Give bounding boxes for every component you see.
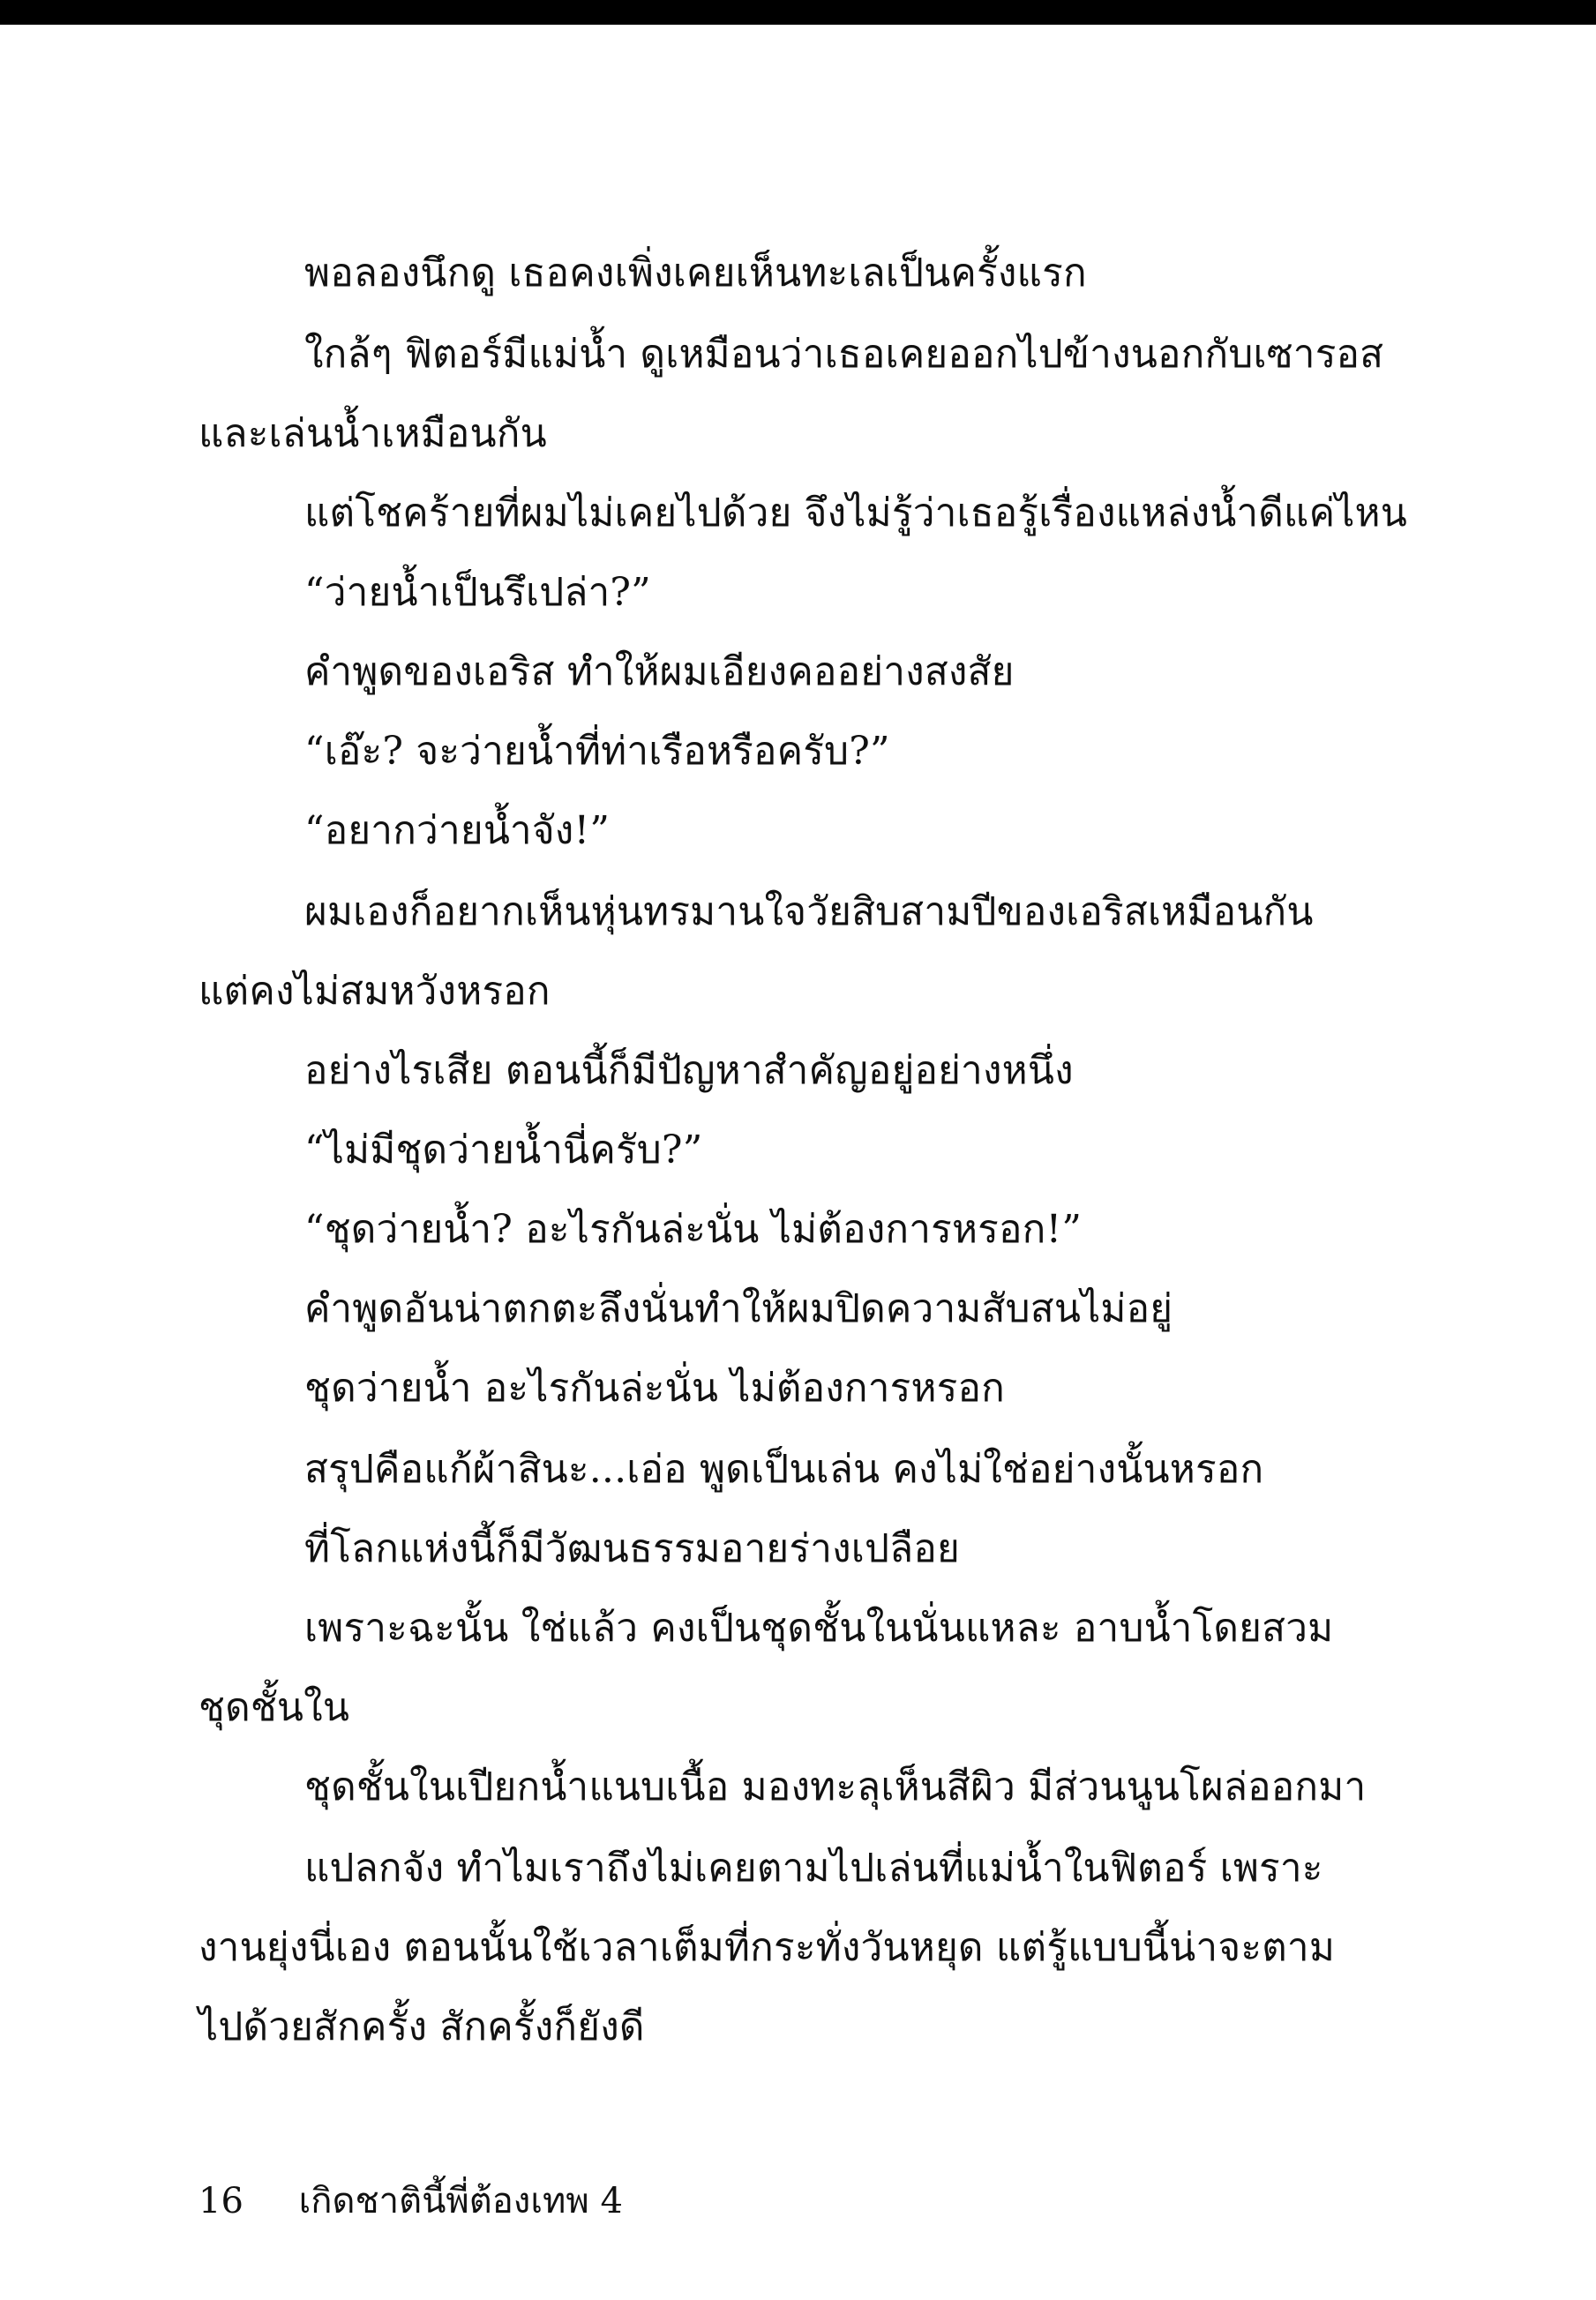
text-line: อย่างไรเสีย ตอนนี้ก็มีปัญหาสำคัญอยู่อย่างหนึ่ง xyxy=(304,1048,1074,1093)
page-footer xyxy=(199,2175,623,2228)
text-line: แต่โชคร้ายที่ผมไม่เคยไปด้วย จึงไม่รู้ว่าเธอรู้เรื่องแหล่งน้ำดีแค่ไหน xyxy=(304,491,1408,536)
text-line: สรุปคือแก้ผ้าสินะ...เอ่อ พูดเป็นเล่น คงไม่ใช่อย่างนั้นหรอก xyxy=(304,1447,1264,1492)
text-line: แต่คงไม่สมหวังหรอก xyxy=(199,969,551,1014)
text-line: ผมเองก็อยากเห็นหุ่นทรมานใจวัยสิบสามปีของเอริสเหมือนกัน xyxy=(304,889,1314,934)
text-line: “ไม่มีชุดว่ายน้ำนี่ครับ?” xyxy=(304,1128,703,1172)
text-line: เพราะฉะนั้น ใช่แล้ว คงเป็นชุดชั้นในนั่นแหละ อาบน้ำโดยสวม xyxy=(304,1606,1334,1651)
text-line: “ว่ายน้ำเป็นรึเปล่า?” xyxy=(304,570,651,615)
text-line: พอลองนึกดู เธอคงเพิ่งเคยเห็นทะเลเป็นครั้งแรก xyxy=(304,251,1087,296)
text-line: ที่โลกแห่งนี้ก็มีวัฒนธรรมอายร่างเปลือย xyxy=(304,1526,960,1571)
text-line: และเล่นน้ำเหมือนกัน xyxy=(199,411,547,456)
text-line: ไปด้วยสักครั้ง สักครั้งก็ยังดี xyxy=(199,2004,645,2049)
text-line: “ชุดว่ายน้ำ? อะไรกันล่ะนั่น ไม่ต้องการหรอก!” xyxy=(304,1207,1083,1252)
text-line: ชุดว่ายน้ำ อะไรกันล่ะนั่น ไม่ต้องการหรอก xyxy=(304,1366,1005,1411)
text-line: คำพูดอันน่าตกตะลึงนั่นทำให้ผมปิดความสับสนไม่อยู่ xyxy=(304,1286,1173,1331)
text-line: ชุดชั้นในเปียกน้ำแนบเนื้อ มองทะลุเห็นสีผิว มีส่วนนูนโผล่ออกมา xyxy=(304,1764,1367,1809)
text-line: คำพูดของเอริส ทำให้ผมเอียงคออย่างสงสัย xyxy=(304,649,1015,694)
text-line: แปลกจัง ทำไมเราถึงไม่เคยตามไปเล่นที่แม่น้ำในฟิตอร์ เพราะ xyxy=(304,1846,1323,1891)
book-title: เกิดชาตินี้พี่ต้องเทพ 4 xyxy=(298,2181,623,2221)
text-line: ใกล้ๆ ฟิตอร์มีแม่น้ำ ดูเหมือนว่าเธอเคยออกไปข้างนอกกับเซารอส xyxy=(304,332,1384,377)
text-line: “อยากว่ายน้ำจัง!” xyxy=(304,808,611,853)
text-line: งานยุ่งนี่เอง ตอนนั้นใช้เวลาเต็มที่กระทั่งวันหยุด แต่รู้แบบนี้น่าจะตาม xyxy=(199,1925,1336,1970)
text-line: “เอ๊ะ? จะว่ายน้ำที่ท่าเรือหรือครับ?” xyxy=(304,729,890,774)
text-line: ชุดชั้นใน xyxy=(199,1685,350,1730)
page-number: 16 xyxy=(199,2181,244,2221)
